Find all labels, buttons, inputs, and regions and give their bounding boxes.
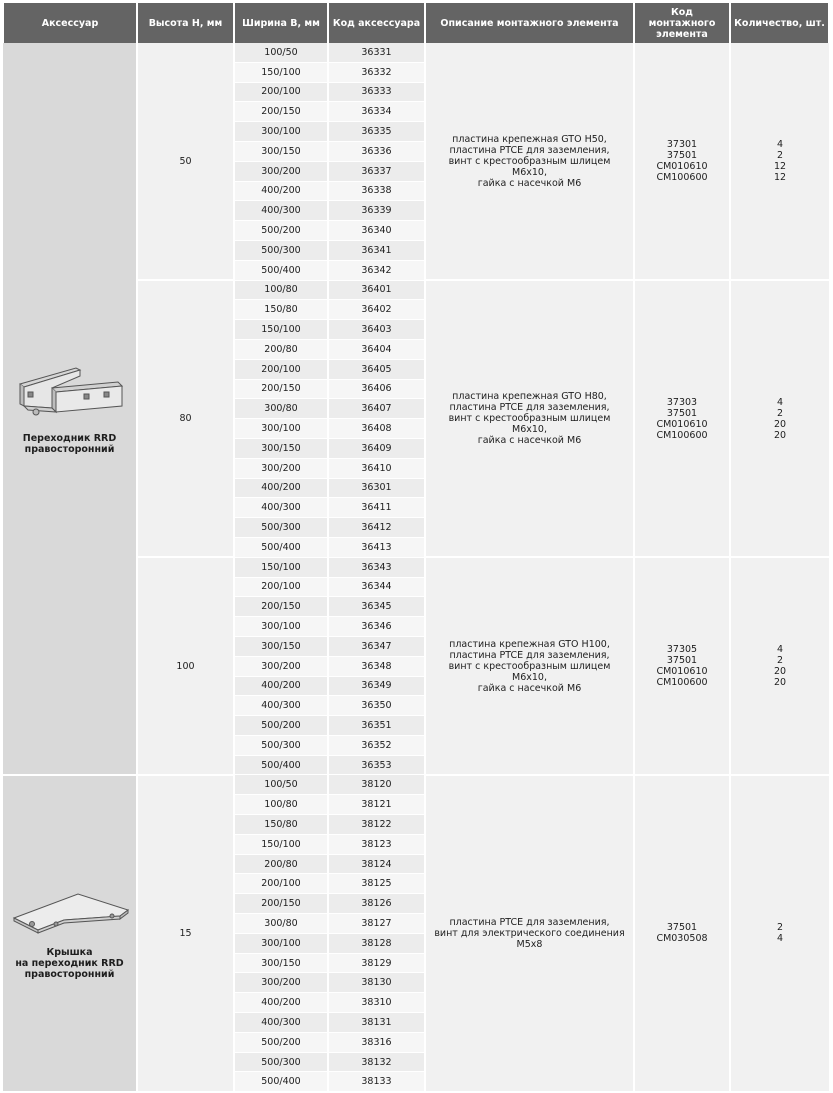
width-cell: 100/50 xyxy=(234,43,328,62)
code-cell: 36344 xyxy=(328,577,425,597)
width-cell: 400/300 xyxy=(234,696,328,716)
description-line: M5x8 xyxy=(516,938,543,950)
mount-code: CM010610 xyxy=(656,666,708,678)
table-row xyxy=(3,775,829,795)
width-cell: 200/150 xyxy=(234,597,328,617)
code-cell: 36345 xyxy=(328,597,425,617)
width-cell: 300/100 xyxy=(234,933,328,953)
description-line: пластина PTCE для заземления, xyxy=(449,402,610,414)
width-cell: 150/100 xyxy=(234,834,328,854)
width-cell: 100/80 xyxy=(234,795,328,815)
code-cell: 36331 xyxy=(328,43,425,62)
quantity: 12 xyxy=(773,172,787,184)
width-cell: 400/300 xyxy=(234,1013,328,1033)
description-line: гайка с насечкой M6 xyxy=(477,682,582,694)
accessory-block xyxy=(3,886,136,980)
width-cell: 300/150 xyxy=(234,636,328,656)
mount-code-cell xyxy=(634,775,730,1092)
quantity: 20 xyxy=(773,429,787,441)
height-cell: 80 xyxy=(137,280,234,557)
width-cell: 500/400 xyxy=(234,755,328,775)
accessory-cell xyxy=(3,43,137,775)
width-cell: 500/400 xyxy=(234,537,328,557)
code-cell: 36336 xyxy=(328,141,425,161)
quantity-list xyxy=(731,922,829,944)
width-cell: 400/200 xyxy=(234,676,328,696)
quantity: 20 xyxy=(773,666,787,678)
quantity: 2 xyxy=(776,407,784,419)
header-mount-code: Код монтажного элемента xyxy=(634,3,730,43)
description-line-list xyxy=(432,134,627,189)
quantity-list xyxy=(731,397,829,441)
code-cell: 36413 xyxy=(328,537,425,557)
width-cell: 500/400 xyxy=(234,260,328,280)
code-cell: 36408 xyxy=(328,419,425,439)
width-cell: 200/100 xyxy=(234,82,328,102)
width-cell: 300/100 xyxy=(234,617,328,637)
width-cell: 100/80 xyxy=(234,280,328,300)
accessory-name-line: Переходник RRD xyxy=(22,432,117,444)
mount-code: CM010610 xyxy=(656,161,708,173)
quantity-cell xyxy=(730,557,829,775)
code-cell: 36341 xyxy=(328,240,425,260)
code-cell: 38127 xyxy=(328,914,425,934)
mount-code: CM030508 xyxy=(656,933,708,945)
width-cell: 400/300 xyxy=(234,201,328,221)
width-cell: 400/300 xyxy=(234,498,328,518)
code-cell: 38130 xyxy=(328,973,425,993)
description-line: винт для электрического соединения xyxy=(434,927,625,939)
accessory-name-line: правосторонний xyxy=(24,443,115,455)
accessory-name xyxy=(15,947,123,980)
quantity-list xyxy=(731,139,829,183)
code-cell: 36402 xyxy=(328,300,425,320)
code-cell: 38125 xyxy=(328,874,425,894)
code-cell: 36337 xyxy=(328,161,425,181)
mount-code: 37501 xyxy=(666,150,698,162)
mount-code-list xyxy=(635,644,729,688)
description-line: пластина PTCE для заземления, xyxy=(449,144,610,156)
code-cell: 36347 xyxy=(328,636,425,656)
code-cell: 36301 xyxy=(328,478,425,498)
height-cell: 50 xyxy=(137,43,234,280)
code-cell: 36410 xyxy=(328,458,425,478)
width-cell: 150/100 xyxy=(234,62,328,82)
code-cell: 38310 xyxy=(328,993,425,1013)
description-line: пластина PTCE для заземления, xyxy=(449,649,610,661)
description-line-list xyxy=(432,639,627,694)
mount-code-list xyxy=(635,922,729,944)
width-cell: 200/100 xyxy=(234,577,328,597)
mount-code: CM100600 xyxy=(656,429,708,441)
description-cell xyxy=(425,43,634,280)
code-cell: 36411 xyxy=(328,498,425,518)
code-cell: 36346 xyxy=(328,617,425,637)
quantity-list xyxy=(731,644,829,688)
quantity: 2 xyxy=(776,655,784,667)
code-cell: 38120 xyxy=(328,775,425,795)
code-cell: 38129 xyxy=(328,953,425,973)
width-cell: 500/200 xyxy=(234,716,328,736)
mount-code-cell xyxy=(634,557,730,775)
code-cell: 38122 xyxy=(328,815,425,835)
width-cell: 300/80 xyxy=(234,914,328,934)
mount-code-list xyxy=(635,139,729,183)
code-cell: 36335 xyxy=(328,122,425,142)
width-cell: 500/300 xyxy=(234,240,328,260)
accessory-name xyxy=(23,433,116,455)
code-cell: 36401 xyxy=(328,280,425,300)
accessory-table xyxy=(2,3,830,1093)
width-cell: 300/200 xyxy=(234,458,328,478)
description-line-list xyxy=(432,391,627,446)
quantity: 20 xyxy=(773,418,787,430)
header-description: Описание монтажного элемента xyxy=(425,3,634,43)
header-code: Код аксессуара xyxy=(328,3,425,43)
code-cell: 36349 xyxy=(328,676,425,696)
width-cell: 500/300 xyxy=(234,735,328,755)
description-line: гайка с насечкой M6 xyxy=(477,177,582,189)
code-cell: 36348 xyxy=(328,656,425,676)
width-cell: 500/200 xyxy=(234,1032,328,1052)
mount-code: CM010610 xyxy=(656,418,708,430)
code-cell: 36339 xyxy=(328,201,425,221)
description-line: пластина PTCE для заземления, xyxy=(449,916,610,928)
width-cell: 300/100 xyxy=(234,419,328,439)
width-cell: 500/200 xyxy=(234,221,328,241)
code-cell: 38124 xyxy=(328,854,425,874)
mount-code: 37501 xyxy=(666,922,698,934)
accessory-name-line: правосторонний xyxy=(24,969,115,981)
mount-code: 37303 xyxy=(666,396,698,408)
mount-code-cell xyxy=(634,280,730,557)
accessory-name-line: на переходник RRD xyxy=(15,958,124,970)
quantity-cell xyxy=(730,43,829,280)
quantity: 4 xyxy=(776,644,784,656)
width-cell: 200/150 xyxy=(234,894,328,914)
table-row xyxy=(3,43,829,62)
width-cell: 100/50 xyxy=(234,775,328,795)
code-cell: 36333 xyxy=(328,82,425,102)
accessory-cell xyxy=(3,775,137,1092)
code-cell: 36405 xyxy=(328,359,425,379)
height-cell: 100 xyxy=(137,557,234,775)
header-height: Высота H, мм xyxy=(137,3,234,43)
header-accessory: Аксессуар xyxy=(3,3,137,43)
quantity: 2 xyxy=(776,922,784,934)
width-cell: 300/100 xyxy=(234,122,328,142)
code-cell: 38133 xyxy=(328,1072,425,1092)
code-cell: 36342 xyxy=(328,260,425,280)
code-cell: 38121 xyxy=(328,795,425,815)
description-line-list xyxy=(432,917,627,950)
width-cell: 300/80 xyxy=(234,399,328,419)
width-cell: 300/200 xyxy=(234,161,328,181)
mount-code-cell xyxy=(634,43,730,280)
code-cell: 36403 xyxy=(328,320,425,340)
mount-code-list xyxy=(635,397,729,441)
width-cell: 400/200 xyxy=(234,181,328,201)
code-cell: 36404 xyxy=(328,339,425,359)
description-line: пластина крепежная GTO H80, xyxy=(452,391,607,403)
accessory-block xyxy=(3,362,136,455)
width-cell: 200/150 xyxy=(234,379,328,399)
width-cell: 300/200 xyxy=(234,656,328,676)
code-cell: 36352 xyxy=(328,735,425,755)
code-cell: 38128 xyxy=(328,933,425,953)
mount-code: CM100600 xyxy=(656,172,708,184)
code-cell: 38123 xyxy=(328,834,425,854)
quantity: 4 xyxy=(776,139,784,151)
width-cell: 400/200 xyxy=(234,993,328,1013)
description-line: винт с крестообразным шлицем M6x10, xyxy=(448,660,611,683)
width-cell: 200/100 xyxy=(234,359,328,379)
code-cell: 38316 xyxy=(328,1032,425,1052)
header-quantity: Количество, шт. xyxy=(730,3,829,43)
quantity: 4 xyxy=(776,933,784,945)
code-cell: 36334 xyxy=(328,102,425,122)
code-cell: 38132 xyxy=(328,1052,425,1072)
code-cell: 36407 xyxy=(328,399,425,419)
width-cell: 300/200 xyxy=(234,973,328,993)
code-cell: 36340 xyxy=(328,221,425,241)
quantity-cell xyxy=(730,280,829,557)
width-cell: 200/100 xyxy=(234,874,328,894)
width-cell: 200/80 xyxy=(234,854,328,874)
width-cell: 500/400 xyxy=(234,1072,328,1092)
mount-code: CM100600 xyxy=(656,677,708,689)
accessory-name-line: Крышка xyxy=(46,947,93,959)
code-cell: 38126 xyxy=(328,894,425,914)
code-cell: 36351 xyxy=(328,716,425,736)
rrd-right-adapter-icon xyxy=(14,362,126,425)
description-line: гайка с насечкой M6 xyxy=(477,435,582,447)
width-cell: 300/150 xyxy=(234,953,328,973)
code-cell: 36353 xyxy=(328,755,425,775)
width-cell: 150/80 xyxy=(234,300,328,320)
description-cell xyxy=(425,775,634,1092)
description-line: винт с крестообразным шлицем M6x10, xyxy=(448,413,611,436)
rrd-cover-icon xyxy=(8,886,132,939)
code-cell: 36350 xyxy=(328,696,425,716)
width-cell: 300/150 xyxy=(234,141,328,161)
width-cell: 150/100 xyxy=(234,557,328,577)
description-line: винт с крестообразным шлицем M6x10, xyxy=(448,155,611,178)
width-cell: 500/300 xyxy=(234,518,328,538)
quantity-cell xyxy=(730,775,829,1092)
width-cell: 200/80 xyxy=(234,339,328,359)
header-width: Ширина B, мм xyxy=(234,3,328,43)
header-row xyxy=(3,3,829,43)
height-cell: 15 xyxy=(137,775,234,1092)
width-cell: 300/150 xyxy=(234,438,328,458)
width-cell: 150/80 xyxy=(234,815,328,835)
code-cell: 36412 xyxy=(328,518,425,538)
mount-code: 37301 xyxy=(666,139,698,151)
description-line: пластина крепежная GTO H100, xyxy=(449,638,610,650)
code-cell: 36406 xyxy=(328,379,425,399)
code-cell: 36338 xyxy=(328,181,425,201)
description-cell xyxy=(425,280,634,557)
mount-code: 37501 xyxy=(666,407,698,419)
quantity: 20 xyxy=(773,677,787,689)
width-cell: 200/150 xyxy=(234,102,328,122)
code-cell: 36332 xyxy=(328,62,425,82)
width-cell: 500/300 xyxy=(234,1052,328,1072)
description-line: пластина крепежная GTO H50, xyxy=(452,133,607,145)
mount-code: 37305 xyxy=(666,644,698,656)
mount-code: 37501 xyxy=(666,655,698,667)
description-cell xyxy=(425,557,634,775)
code-cell: 36343 xyxy=(328,557,425,577)
width-cell: 400/200 xyxy=(234,478,328,498)
quantity: 2 xyxy=(776,150,784,162)
table-body xyxy=(3,43,829,1092)
code-cell: 38131 xyxy=(328,1013,425,1033)
quantity: 12 xyxy=(773,161,787,173)
quantity: 4 xyxy=(776,396,784,408)
code-cell: 36409 xyxy=(328,438,425,458)
width-cell: 150/100 xyxy=(234,320,328,340)
